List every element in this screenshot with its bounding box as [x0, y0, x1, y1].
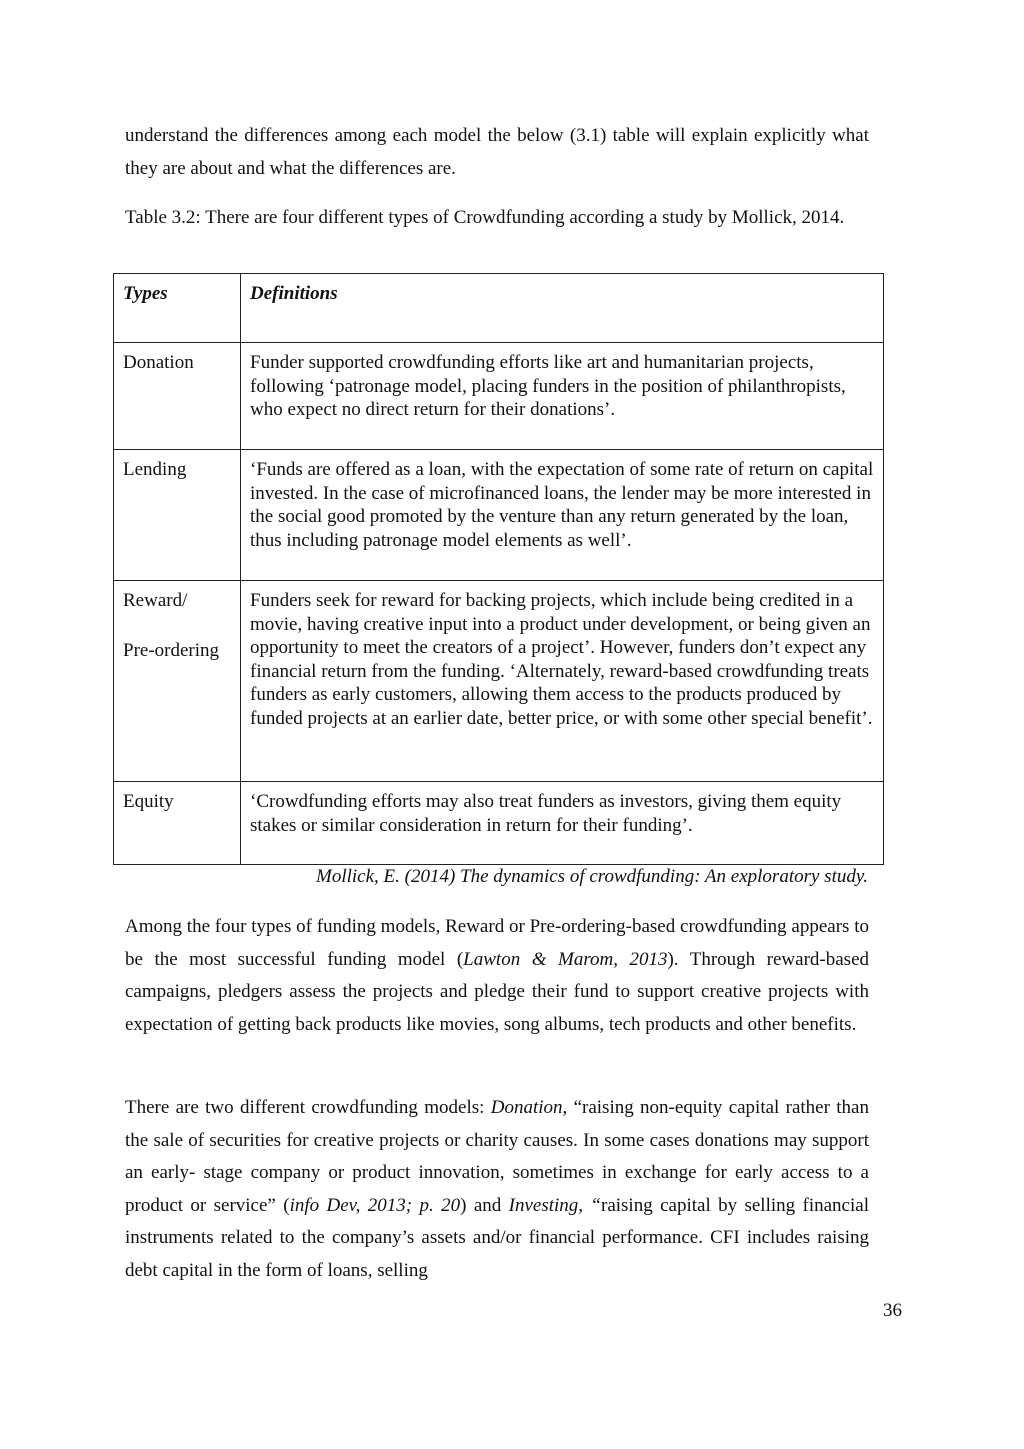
table-header-row — [114, 274, 884, 343]
definition-cell: ‘Crowdfunding efforts may also treat funders as investors, giving them equity stakes or similar consideration in return for their funding’. — [241, 782, 884, 865]
type-cell: Donation — [114, 343, 241, 450]
definition-cell: ‘Funds are offered as a loan, with the expectation of some rate of return on capital invested. In the case of microfinanced loans, the lender may be more interested in the social good promoted by the venture than any return generated by the loan, thus including patronage model elements as well’. — [241, 450, 884, 581]
table-row — [114, 782, 884, 865]
table-row — [114, 450, 884, 581]
text-run: ). Through reward-based campaigns, pledgers assess the projects and pledge their fund to support creative projects with expectation of getting back products like movies, song albums, tech products and other benefits. — [125, 948, 869, 1035]
table-row — [114, 343, 884, 450]
definition-cell: Funders seek for reward for backing projects, which include being credited in a movie, having creative input into a product under development, or being given an opportunity to meet the creators of a project’. However, funders don’t expect any financial return from the funding. ‘Alternately, reward-based crowdfunding treats funders as early customers, allowing them access to the products produced by funded projects at an earlier date, better price, or with some other special benefit’. — [241, 581, 884, 782]
table-caption: Table 3.2: There are four different types of Crowdfunding according a study by Mollick, 2014. — [125, 207, 845, 228]
body-paragraph — [125, 1092, 869, 1287]
term: Donation — [490, 1097, 563, 1118]
type-cell: Equity — [114, 782, 241, 865]
header-types: Types — [114, 274, 241, 343]
definition-cell: Funder supported crowdfunding efforts like art and humanitarian projects, following ‘patronage model, placing funders in the position of philanthropists, who expect no direct return for their donations’. — [241, 343, 884, 450]
type-cell — [114, 581, 241, 782]
page-number: 36 — [883, 1300, 902, 1321]
citation: Lawton & Marom, 2013 — [463, 948, 668, 970]
crowdfunding-types-table — [113, 273, 884, 865]
type-label: Reward/ — [123, 590, 188, 611]
citation: info Dev, 2013; p. 20 — [289, 1194, 461, 1216]
intro-paragraph: understand the differences among each model the below (3.1) table will explain explicitly what they are about and what the differences are. — [125, 125, 869, 179]
header-definitions: Definitions — [241, 274, 884, 343]
text-run: raising capital by selling financial instruments related to the company’s assets and/or financial performance. CFI includes raising debt capital in the form of loans, selling — [125, 1194, 869, 1281]
text-run: There are two different crowdfunding models: — [125, 1097, 491, 1118]
text-run: ) and — [460, 1194, 509, 1216]
body-paragraph — [125, 911, 869, 1041]
text-run: , “raising non-equity capital rather than the sale of securities for creative projects or charity causes. In some cases donations may support an early- stage company or product innovation, sometimes in exchange for early access to a product or service” ( — [125, 1097, 869, 1216]
table-row — [114, 581, 884, 782]
type-label-second-line: Pre-ordering — [123, 639, 220, 661]
term: Investing, “ — [508, 1194, 601, 1216]
table-source: Mollick, E. (2014) The dynamics of crowdfunding: An exploratory study. — [316, 866, 868, 887]
text-run: Among the four types of funding models, Reward or Pre-ordering-based crowdfunding appears to be the most successful funding model ( — [125, 916, 869, 970]
type-cell: Lending — [114, 450, 241, 581]
